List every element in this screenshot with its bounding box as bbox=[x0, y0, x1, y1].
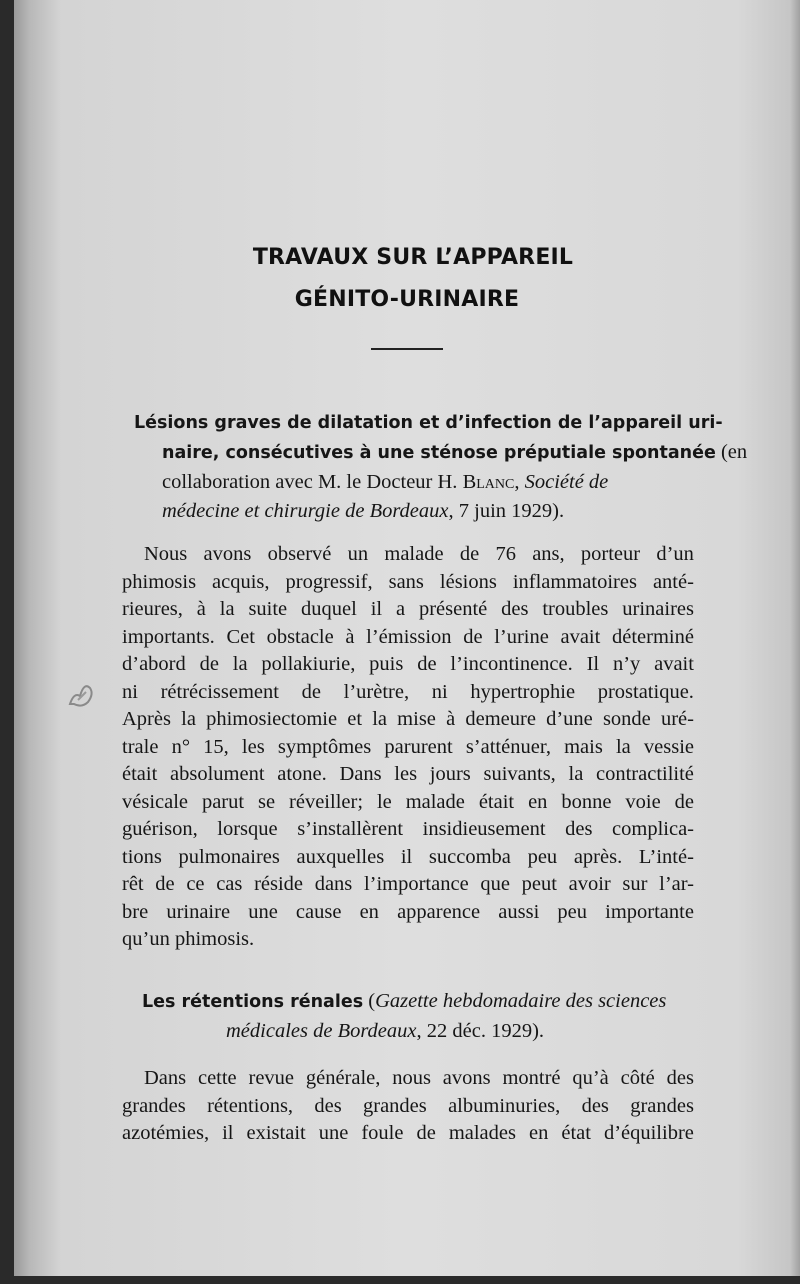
word: sans bbox=[388, 570, 424, 593]
word: dans bbox=[314, 873, 353, 895]
article-2-date: , 22 déc. 1929). bbox=[416, 1020, 545, 1042]
word: 76 bbox=[495, 543, 516, 565]
word: s’installèrent bbox=[297, 818, 404, 840]
word: bonne bbox=[561, 790, 612, 813]
word: des bbox=[501, 598, 529, 620]
document-page bbox=[14, 0, 800, 1276]
article-1-body-line bbox=[122, 679, 694, 707]
word: en bbox=[528, 1122, 549, 1144]
word: grandes bbox=[122, 1094, 186, 1117]
word: importante bbox=[605, 900, 694, 923]
word: à bbox=[196, 598, 206, 620]
word: la bbox=[372, 708, 387, 730]
word: des bbox=[666, 1067, 694, 1089]
word: la bbox=[232, 653, 248, 675]
article-1-body-line: qu’un phimosis. bbox=[122, 928, 255, 950]
word: l’importance bbox=[363, 873, 469, 895]
word: de bbox=[674, 790, 694, 813]
word: sonde bbox=[602, 708, 651, 730]
word: existait bbox=[246, 1122, 306, 1144]
article-2-title-line-2 bbox=[142, 1017, 682, 1046]
word: la bbox=[568, 763, 584, 785]
word: d’équilibre bbox=[603, 1122, 694, 1144]
word: L’inté- bbox=[638, 845, 694, 868]
word: mise bbox=[397, 708, 436, 730]
word: était bbox=[122, 763, 158, 785]
word: en bbox=[359, 900, 379, 923]
word: d’abord bbox=[122, 653, 186, 675]
word: revue bbox=[248, 1067, 295, 1089]
word: de bbox=[463, 625, 483, 648]
word: aussi bbox=[498, 900, 540, 923]
article-2-title-paren: ( bbox=[363, 990, 376, 1012]
library-stamp-mark bbox=[64, 674, 100, 710]
word: puis bbox=[369, 653, 404, 675]
word: présenté bbox=[418, 598, 488, 620]
word: voie bbox=[625, 790, 661, 813]
word: Dans bbox=[144, 1067, 187, 1089]
word: Il bbox=[586, 653, 600, 675]
word: avons bbox=[442, 1067, 491, 1089]
word: porteur bbox=[580, 543, 641, 565]
word: Après bbox=[122, 708, 171, 730]
word: était bbox=[478, 790, 515, 813]
word: les bbox=[241, 735, 265, 758]
word: succomba bbox=[428, 845, 511, 868]
word: ni bbox=[122, 680, 138, 703]
word: état bbox=[561, 1122, 591, 1144]
word: côté bbox=[620, 1067, 655, 1089]
article-1-journal-1: Société de bbox=[524, 471, 609, 493]
word: et bbox=[347, 708, 363, 730]
word: à bbox=[345, 625, 355, 648]
word: guérison, bbox=[122, 818, 198, 840]
word: générale, bbox=[305, 1067, 381, 1089]
word: les bbox=[394, 763, 418, 785]
word: avait bbox=[654, 653, 694, 675]
article-2-title-bold: Les rétentions rénales bbox=[142, 992, 364, 1012]
word: grandes bbox=[363, 1094, 427, 1117]
word: suivants, bbox=[483, 763, 556, 785]
word: urinaires bbox=[622, 598, 694, 620]
word: phimosis bbox=[122, 570, 197, 593]
article-1-body bbox=[122, 541, 694, 954]
word: peut bbox=[521, 873, 557, 895]
word: que bbox=[480, 873, 510, 895]
word: a bbox=[395, 598, 406, 620]
word: déterminé bbox=[611, 625, 694, 648]
article-1-collaboration: collaboration avec M. le Docteur H. bbox=[162, 471, 463, 493]
word: de bbox=[459, 543, 480, 565]
word: complica- bbox=[612, 818, 694, 840]
article-1-date: , 7 juin 1929). bbox=[448, 500, 565, 522]
word: d’une bbox=[546, 708, 593, 730]
word: insidieusement bbox=[422, 818, 546, 840]
word: vésicale bbox=[122, 790, 189, 813]
article-1-title bbox=[134, 408, 748, 526]
word: après. bbox=[573, 845, 623, 868]
word: Nous bbox=[144, 543, 188, 565]
word: auxquelles bbox=[296, 845, 385, 868]
word: des bbox=[314, 1094, 342, 1117]
word: anté- bbox=[652, 570, 694, 593]
word: n° bbox=[171, 735, 191, 758]
word: rêt bbox=[122, 873, 144, 895]
article-1-title-line-3 bbox=[134, 468, 694, 497]
article-1-body-line bbox=[122, 816, 694, 844]
article-1-body-line bbox=[122, 844, 694, 872]
word: l’ar- bbox=[659, 873, 694, 895]
article-1-title-line-4 bbox=[134, 497, 694, 526]
word: cas bbox=[216, 873, 243, 895]
word: cette bbox=[197, 1067, 237, 1089]
word: se bbox=[258, 790, 276, 813]
word: avons bbox=[203, 543, 252, 565]
article-2-journal-1: Gazette hebdomadaire des sciences bbox=[375, 990, 667, 1012]
word: vessie bbox=[643, 735, 694, 758]
word: suite bbox=[248, 598, 288, 620]
word: malade bbox=[405, 790, 465, 813]
article-2-body-line bbox=[122, 1093, 694, 1121]
word: obstacle bbox=[266, 625, 334, 648]
word: des bbox=[581, 1094, 609, 1117]
word: bre bbox=[122, 900, 149, 923]
article-1-body-line bbox=[122, 789, 694, 817]
word: ans, bbox=[532, 543, 565, 565]
word: la bbox=[219, 598, 235, 620]
word: des bbox=[565, 818, 593, 840]
article-1-body-line bbox=[122, 761, 694, 789]
article-1-coauthor-name: Blanc bbox=[462, 471, 515, 493]
word: un bbox=[347, 543, 369, 565]
word: sur bbox=[622, 873, 648, 895]
word: inflammatoires bbox=[512, 570, 637, 593]
word: troubles bbox=[542, 598, 609, 620]
word: l’émission bbox=[366, 625, 452, 648]
article-1-title-line-2 bbox=[134, 438, 748, 468]
word: albuminuries, bbox=[448, 1094, 561, 1117]
word: uré- bbox=[660, 708, 694, 730]
article-1-body-line bbox=[122, 651, 694, 679]
word: lorsque bbox=[217, 818, 278, 840]
article-2-journal-2: médicales de Bordeaux bbox=[226, 1020, 417, 1042]
word: acquis, bbox=[212, 570, 270, 593]
word: réside bbox=[254, 873, 304, 895]
article-1-body-line bbox=[122, 596, 694, 624]
article-1-title-line-1 bbox=[134, 408, 723, 438]
word: tions bbox=[122, 845, 162, 868]
section-heading-line-2: GÉNITO-URINAIRE bbox=[294, 287, 520, 312]
word: peu bbox=[557, 900, 587, 923]
word: n’y bbox=[612, 653, 641, 675]
article-1-body-line bbox=[122, 871, 694, 899]
word: urinaire bbox=[166, 900, 231, 923]
article-1-body-line bbox=[122, 706, 694, 734]
word: réveiller; bbox=[289, 790, 364, 813]
page-edge-shadow bbox=[790, 0, 800, 1276]
word: demeure bbox=[465, 708, 536, 730]
article-1-body-line bbox=[122, 734, 694, 762]
word: montré bbox=[502, 1067, 561, 1089]
word: il bbox=[370, 598, 383, 620]
word: grandes bbox=[630, 1094, 694, 1117]
word: mais bbox=[564, 735, 603, 758]
word: avoir bbox=[568, 873, 611, 895]
article-1-body-line bbox=[122, 569, 694, 597]
word: qu’à bbox=[572, 1067, 609, 1089]
section-heading-line-1: TRAVAUX SUR L’APPAREIL bbox=[252, 245, 574, 270]
word: azotémies, bbox=[122, 1122, 210, 1144]
word: 15, bbox=[203, 735, 229, 758]
word: avait bbox=[560, 625, 601, 648]
word: parurent bbox=[384, 735, 453, 758]
word: de bbox=[155, 873, 175, 895]
word: contractilité bbox=[596, 763, 694, 785]
word: apparence bbox=[397, 900, 481, 923]
word: atone. bbox=[277, 763, 327, 785]
word: rétentions, bbox=[207, 1094, 294, 1117]
word: de bbox=[417, 653, 437, 675]
word: trale bbox=[122, 735, 159, 758]
word: parut bbox=[201, 790, 245, 813]
word: de bbox=[199, 653, 219, 675]
word: peu bbox=[527, 845, 558, 868]
word: s’atténuer, bbox=[465, 735, 551, 758]
word: Cet bbox=[226, 625, 255, 648]
word: en bbox=[528, 790, 548, 813]
word: rétrécissement bbox=[160, 680, 279, 703]
word: la bbox=[615, 735, 631, 758]
word: d’un bbox=[656, 543, 694, 565]
word: ni bbox=[431, 680, 448, 703]
word: à bbox=[446, 708, 456, 730]
article-2-body bbox=[122, 1065, 694, 1148]
word: ce bbox=[186, 873, 205, 895]
word: symptômes bbox=[277, 735, 372, 758]
word: une bbox=[318, 1122, 349, 1144]
word: jours bbox=[429, 763, 471, 785]
word: l’urine bbox=[494, 625, 549, 648]
article-2-title bbox=[142, 987, 682, 1046]
heading-divider bbox=[371, 348, 443, 350]
word: pollakiurie, bbox=[261, 653, 356, 675]
word: il bbox=[400, 845, 413, 868]
article-1-body-line bbox=[122, 624, 694, 652]
article-1-body-line bbox=[122, 899, 694, 927]
word: cause bbox=[295, 900, 342, 923]
word: pulmonaires bbox=[178, 845, 280, 868]
word: phimosiectomie bbox=[206, 708, 338, 730]
word: malades bbox=[448, 1122, 516, 1144]
word: rieures, bbox=[122, 598, 183, 620]
article-1-title-rest-2: (en bbox=[715, 441, 748, 463]
word: progressif, bbox=[285, 570, 373, 593]
word: Dans bbox=[339, 763, 382, 785]
word: l’urètre, bbox=[343, 680, 410, 703]
article-1-title-bold-2: naire, consécutives à une sténose préputiale spontanée bbox=[162, 443, 716, 463]
word: une bbox=[248, 900, 278, 923]
word: lésions bbox=[439, 570, 497, 593]
word: malade bbox=[384, 543, 444, 565]
article-1-comma: , bbox=[514, 471, 525, 493]
word: importants. bbox=[122, 625, 215, 648]
word: la bbox=[181, 708, 196, 730]
article-2-body-line bbox=[122, 1065, 694, 1093]
article-1-journal-2: médecine et chirurgie de Bordeaux bbox=[162, 500, 449, 522]
word: de bbox=[416, 1122, 436, 1144]
word: observé bbox=[267, 543, 332, 565]
article-1-title-bold-1: Lésions graves de dilatation et d’infection de l’appareil uri- bbox=[134, 413, 723, 433]
article-1-body-line bbox=[122, 541, 694, 569]
word: hypertrophie bbox=[470, 680, 576, 703]
word: absolument bbox=[170, 763, 265, 785]
word: il bbox=[222, 1122, 234, 1144]
word: foule bbox=[361, 1122, 404, 1144]
word: nous bbox=[392, 1067, 431, 1089]
word: le bbox=[376, 790, 392, 813]
article-2-title-line-1 bbox=[142, 987, 682, 1017]
article-2-body-line bbox=[122, 1120, 694, 1148]
word: duquel bbox=[301, 598, 357, 620]
word: l’incontinence. bbox=[450, 653, 573, 675]
word: prostatique. bbox=[597, 680, 694, 703]
word: de bbox=[301, 680, 321, 703]
